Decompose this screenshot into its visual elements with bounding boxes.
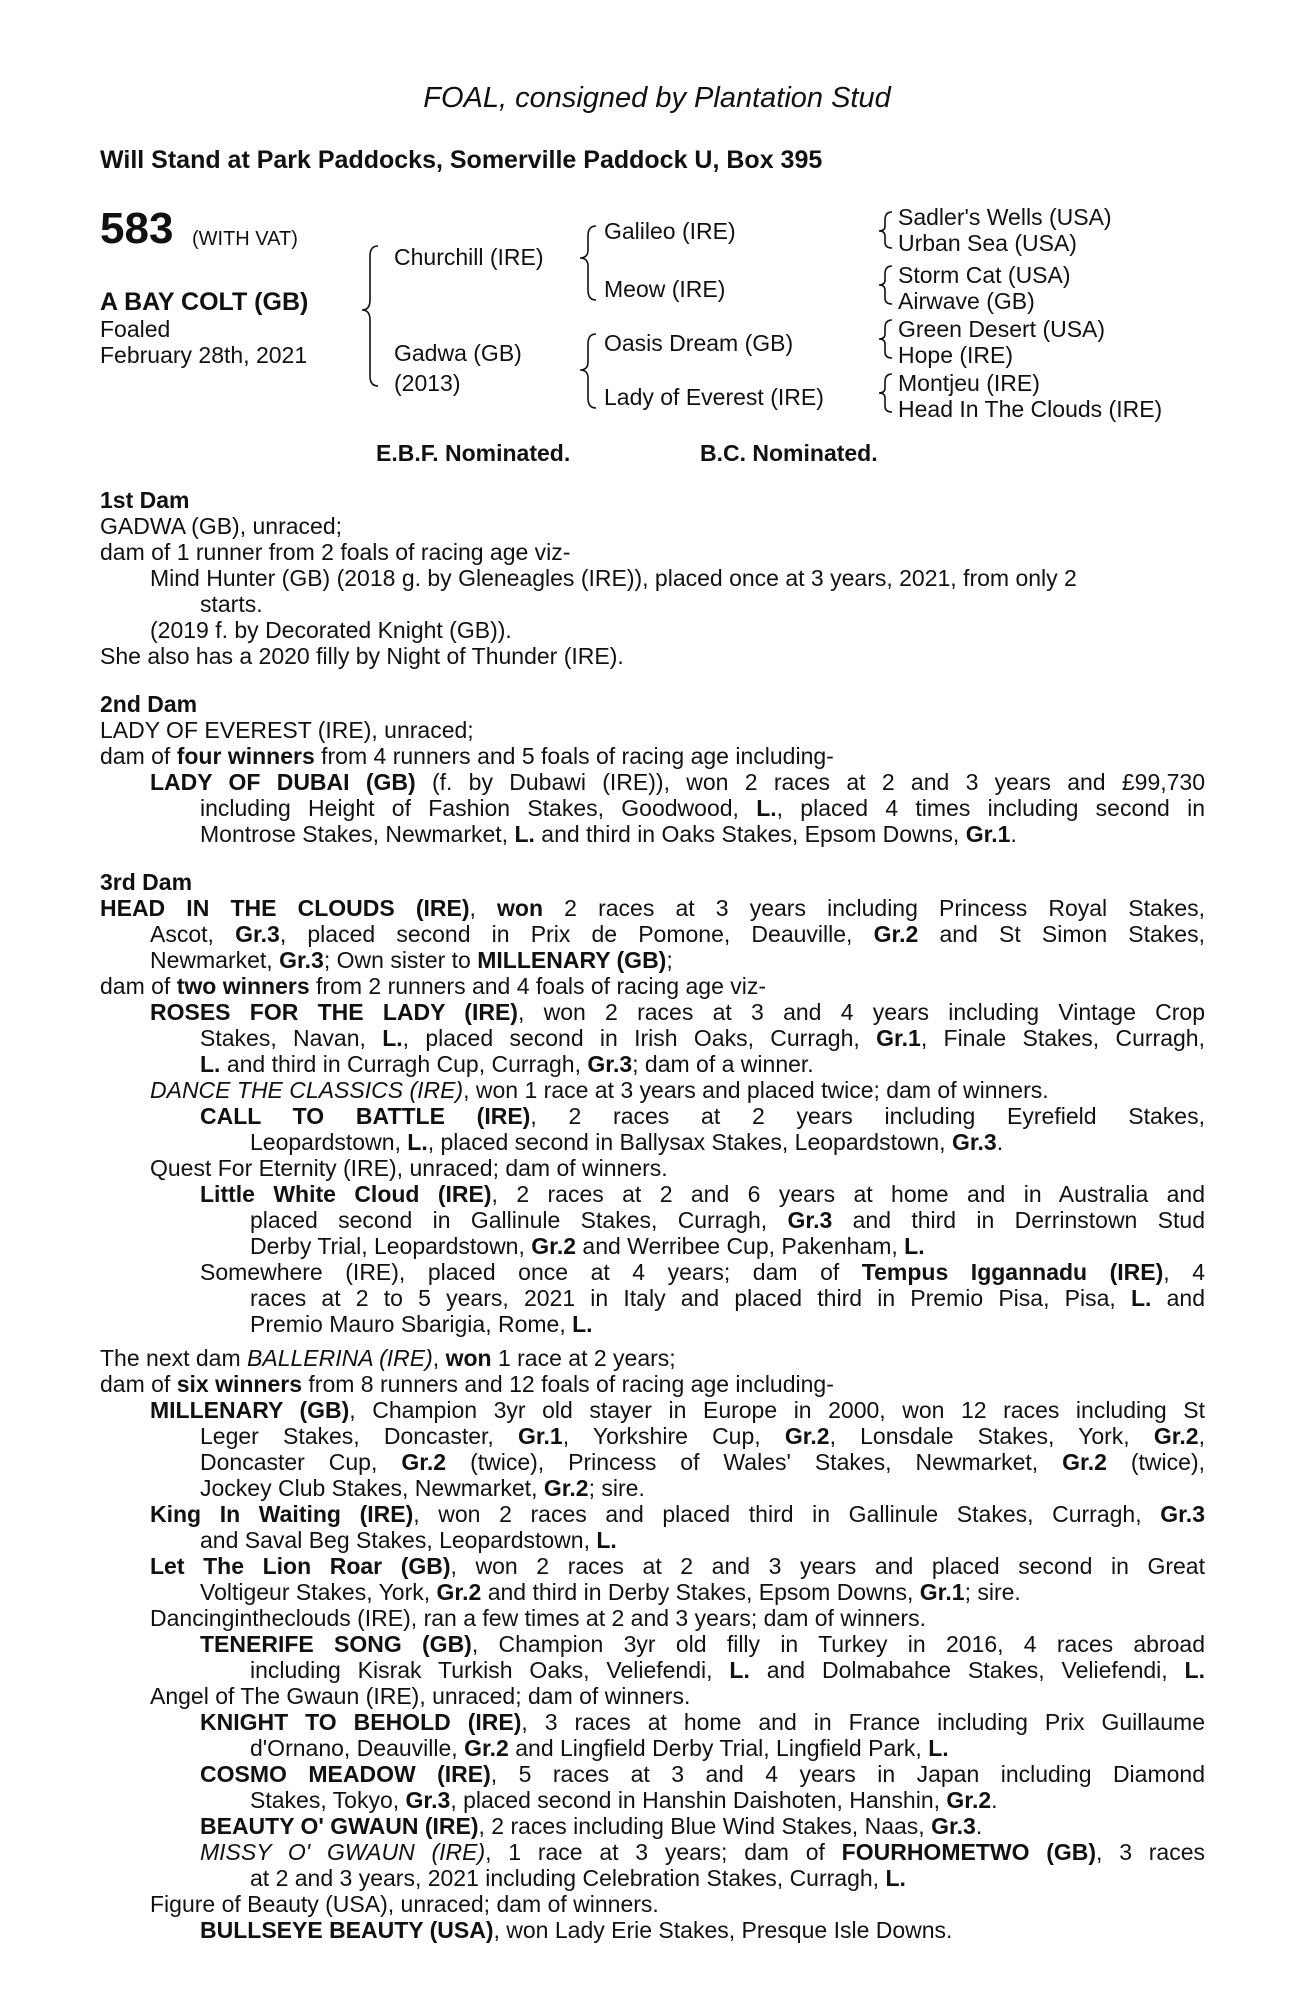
- pedigree-sds: Storm Cat (USA): [898, 262, 1071, 288]
- third-dam-line: Somewhere (IRE), placed once at 4 years; dam of Tempus Iggannadu (IRE), 4: [200, 1259, 1206, 1285]
- pedigree-dam-sire: Oasis Dream (GB): [604, 330, 794, 356]
- first-dam-line: (2019 f. by Decorated Knight (GB)).: [150, 617, 512, 643]
- third-dam-line: races at 2 to 5 years, 2021 in Italy and placed third in Premio Pisa, Pisa, L. and: [250, 1285, 1205, 1311]
- next-dam-line: Doncaster Cup, Gr.2 (twice), Princess of Wales' Stakes, Newmarket, Gr.2 (twice),: [200, 1449, 1205, 1475]
- third-dam-line: Little White Cloud (IRE), 2 races at 2 and 6 years at home and in Australia and: [200, 1181, 1206, 1207]
- pedigree-ssd: Urban Sea (USA): [898, 230, 1077, 256]
- lot-number: 583: [100, 204, 174, 253]
- second-dam-line: Montrose Stakes, Newmarket, L. and third in Oaks Stakes, Epsom Downs, Gr.1.: [200, 821, 1017, 847]
- next-dam-line: KNIGHT TO BEHOLD (IRE), 3 races at home and in France including Prix Guillaume: [200, 1709, 1206, 1735]
- next-dam-line: Let The Lion Roar (GB), won 2 races at 2 and 3 years and placed second in Great: [150, 1553, 1205, 1579]
- third-dam-line: L. and third in Curragh Cup, Curragh, Gr.3; dam of a winner.: [200, 1051, 814, 1077]
- next-dam-line: including Kisrak Turkish Oaks, Veliefendi, L. and Dolmabahce Stakes, Veliefendi, L.: [250, 1657, 1205, 1683]
- third-dam-line: HEAD IN THE CLOUDS (IRE), won 2 races at 3 years including Princess Royal Stakes,: [100, 895, 1206, 921]
- pedigree-sss: Sadler's Wells (USA): [898, 204, 1112, 230]
- third-dam-line: Derby Trial, Leopardstown, Gr.2 and Werribee Cup, Pakenham, L.: [250, 1233, 925, 1259]
- third-dam-line: Quest For Eternity (IRE), unraced; dam of winners.: [150, 1155, 668, 1181]
- second-dam-line: including Height of Fashion Stakes, Goodwood, L., placed 4 times including second in: [200, 795, 1205, 821]
- next-dam-line: Angel of The Gwaun (IRE), unraced; dam of winners.: [150, 1683, 691, 1709]
- second-dam-line: LADY OF DUBAI (GB) (f. by Dubawi (IRE)), won 2 races at 2 and 3 years and £99,730: [150, 769, 1205, 795]
- lot-vat: (WITH VAT): [192, 228, 298, 250]
- next-dam-line: Leger Stakes, Doncaster, Gr.1, Yorkshire Cup, Gr.2, Lonsdale Stakes, York, Gr.2,: [200, 1423, 1205, 1449]
- first-dam-line: Mind Hunter (GB) (2018 g. by Gleneagles (IRE)), placed once at 3 years, 2021, from only 2: [150, 565, 1077, 591]
- next-dam-line: dam of six winners from 8 runners and 12 foals of racing age including-: [100, 1371, 834, 1397]
- second-dam-heading: 2nd Dam: [100, 691, 198, 717]
- pedigree-dam: Gadwa (GB): [394, 340, 522, 366]
- next-dam-line: Voltigeur Stakes, York, Gr.2 and third in Derby Stakes, Epsom Downs, Gr.1; sire.: [200, 1579, 1021, 1605]
- pedigree-dam-year: (2013): [394, 370, 461, 396]
- consignment-location: Will Stand at Park Paddocks, Somerville Paddock U, Box 395: [100, 146, 823, 174]
- next-dam-line: MILLENARY (GB), Champion 3yr old stayer in Europe in 2000, won 12 races including St: [150, 1397, 1205, 1423]
- next-dam-line: Figure of Beauty (USA), unraced; dam of winners.: [150, 1891, 659, 1917]
- next-dam-line: d'Ornano, Deauville, Gr.2 and Lingfield Derby Trial, Lingfield Park, L.: [250, 1735, 949, 1761]
- third-dam-line: DANCE THE CLASSICS (IRE), won 1 race at 3 years and placed twice; dam of winners.: [150, 1077, 1049, 1103]
- next-dam-line: at 2 and 3 years, 2021 including Celebration Stakes, Curragh, L.: [250, 1865, 906, 1891]
- first-dam-line: dam of 1 runner from 2 foals of racing age viz-: [100, 539, 571, 565]
- ebf-nominated: E.B.F. Nominated.: [376, 440, 571, 466]
- third-dam-heading: 3rd Dam: [100, 869, 193, 895]
- next-dam-line: BEAUTY O' GWAUN (IRE), 2 races including Blue Wind Stakes, Naas, Gr.3.: [200, 1813, 983, 1839]
- page-title: FOAL, consigned by Plantation Stud: [423, 82, 891, 114]
- third-dam-line: ROSES FOR THE LADY (IRE), won 2 races at 3 and 4 years including Vintage Crop: [150, 999, 1205, 1025]
- next-dam-line: TENERIFE SONG (GB), Champion 3yr old filly in Turkey in 2016, 4 races abroad: [200, 1631, 1206, 1657]
- foaled-date: February 28th, 2021: [100, 342, 308, 368]
- pedigree-sire-dam: Meow (IRE): [604, 276, 726, 302]
- first-dam-line: GADWA (GB), unraced;: [100, 513, 342, 539]
- next-dam-line: Jockey Club Stakes, Newmarket, Gr.2; sire.: [200, 1475, 645, 1501]
- pedigree-sdd: Airwave (GB): [898, 288, 1035, 314]
- next-dam-line: Dancingintheclouds (IRE), ran a few times at 2 and 3 years; dam of winners.: [150, 1605, 926, 1631]
- next-dam-line: MISSY O' GWAUN (IRE), 1 race at 3 years; dam of FOURHOMETWO (GB), 3 races: [200, 1839, 1205, 1865]
- pedigree-ddd: Head In The Clouds (IRE): [898, 396, 1163, 422]
- next-dam-line: Stakes, Tokyo, Gr.3, placed second in Hanshin Daishoten, Hanshin, Gr.2.: [250, 1787, 998, 1813]
- third-dam-line: Ascot, Gr.3, placed second in Prix de Pomone, Deauville, Gr.2 and St Simon Stakes,: [150, 921, 1205, 947]
- third-dam-line: Leopardstown, L., placed second in Ballysax Stakes, Leopardstown, Gr.3.: [250, 1129, 1004, 1155]
- first-dam-line: She also has a 2020 filly by Night of Thunder (IRE).: [100, 643, 624, 669]
- next-dam-line: King In Waiting (IRE), won 2 races and placed third in Gallinule Stakes, Curragh, Gr.3: [150, 1501, 1205, 1527]
- second-dam-line: dam of four winners from 4 runners and 5 foals of racing age including-: [100, 743, 834, 769]
- next-dam-line: COSMO MEADOW (IRE), 5 races at 3 and 4 years in Japan including Diamond: [200, 1761, 1205, 1787]
- pedigree-sire-sire: Galileo (IRE): [604, 218, 736, 244]
- foaled-label: Foaled: [100, 316, 171, 342]
- first-dam-line: starts.: [200, 591, 263, 617]
- pedigree-dds: Montjeu (IRE): [898, 370, 1040, 396]
- pedigree-dam-dam: Lady of Everest (IRE): [604, 384, 824, 410]
- pedigree-sire: Churchill (IRE): [394, 244, 544, 270]
- second-dam-line: LADY OF EVEREST (IRE), unraced;: [100, 717, 474, 743]
- next-dam-line: The next dam BALLERINA (IRE), won 1 race at 2 years;: [100, 1345, 676, 1371]
- pedigree-dss: Green Desert (USA): [898, 316, 1106, 342]
- third-dam-line: CALL TO BATTLE (IRE), 2 races at 2 years including Eyrefield Stakes,: [200, 1103, 1205, 1129]
- third-dam-line: dam of two winners from 2 runners and 4 foals of racing age viz-: [100, 973, 767, 999]
- third-dam-line: placed second in Gallinule Stakes, Curragh, Gr.3 and third in Derrinstown Stud: [250, 1207, 1205, 1233]
- third-dam-line: Newmarket, Gr.3; Own sister to MILLENARY (GB);: [150, 947, 673, 973]
- third-dam-line: Premio Mauro Sbarigia, Rome, L.: [250, 1311, 593, 1337]
- next-dam-line: and Saval Beg Stakes, Leopardstown, L.: [200, 1527, 617, 1553]
- next-dam-line: BULLSEYE BEAUTY (USA), won Lady Erie Stakes, Presque Isle Downs.: [200, 1917, 953, 1943]
- pedigree-dsd: Hope (IRE): [898, 342, 1014, 368]
- bc-nominated: B.C. Nominated.: [700, 440, 878, 466]
- first-dam-heading: 1st Dam: [100, 487, 190, 513]
- horse-name: A BAY COLT (GB): [100, 288, 309, 316]
- third-dam-line: Stakes, Navan, L., placed second in Irish Oaks, Curragh, Gr.1, Finale Stakes, Curragh,: [200, 1025, 1205, 1051]
